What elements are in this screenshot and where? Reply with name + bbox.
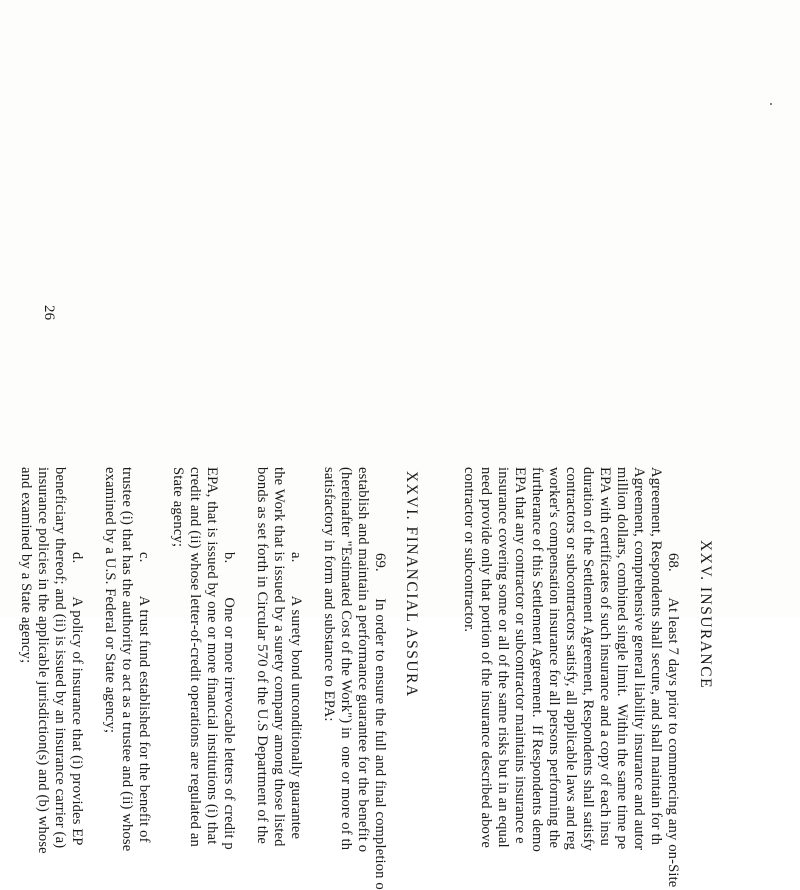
paragraph-68-line: need provide only that portion of the insurance described above (478, 467, 494, 849)
paragraph-68-line: million dollars, combined single limit. Within the same time pe (614, 467, 630, 850)
list-item-line: beneficiary thereof; and (ii) is issued by an insurance carrier (a) (52, 467, 68, 849)
paragraph-68-line: duration of the Settlement Agreement, Respondents shall satisfy (580, 467, 596, 851)
list-item-line: examined by a U.S. Federal or State agency; (102, 467, 118, 734)
list-item-line: trustee (i) that has the authority to act as a trustee and (ii) whose (119, 467, 135, 852)
list-item-line: d. A policy of insurance that (i) provides EP (69, 552, 85, 846)
list-item-line: the Work that is issued by a surety company among those listed (271, 467, 287, 847)
paragraph-68-line: Agreement, Respondents shall secure, and shall maintain for th (648, 467, 664, 846)
list-item-line: b. One or more irrevocable letters of credit p (221, 552, 237, 850)
paragraph-69-line: (hereinafter "Estimated Cost of the Work") in one or more of th (338, 467, 354, 851)
list-item-line: credit and (ii) whose letter-of-credit operations are regulated an (187, 467, 203, 847)
paragraph-68-line: EPA that any contractor or subcontractor maintains insurance e (512, 467, 528, 844)
paragraph-69-line: 69. In order to ensure the full and final completion o (372, 553, 388, 890)
list-item-line: bonds as set forth in Circular 570 of the U.S Department of the (254, 467, 270, 845)
list-item-line: insurance policies in the applicable jurisdiction(s) and (b) whose (35, 467, 51, 854)
paragraph-69-line: establish and maintain a performance guarantee for the benefit o (355, 467, 371, 853)
paragraph-68-line: EPA with certificates of such insurance and a copy of each insu (597, 467, 613, 846)
section-heading-financial-assurance: XXVI. FINANCIAL ASSURA (403, 471, 420, 698)
list-item-line: and examined by a State agency; (18, 467, 34, 664)
section-heading-insurance: XXV. INSURANCE (697, 540, 714, 690)
paragraph-68-line: insurance covering some or all of the same risks but in an equal (495, 467, 511, 848)
page-number: 26 (41, 305, 57, 321)
list-item-line: a. A surety bond unconditionally guarantee (288, 552, 304, 840)
paragraph-68-line: Agreement, comprehensive general liability insurance and autor (631, 467, 647, 851)
paragraph-68-line: worker's compensation insurance for all persons performing the (546, 467, 562, 849)
paragraph-68-line: furtherance of this Settlement Agreement. If Respondents demo (529, 467, 545, 852)
list-item-line: State agency; (170, 467, 186, 548)
paragraph-68-line: 68. At least 7 days prior to commencing any on-Site (665, 553, 681, 888)
paragraph-68-line: contractors or subcontractors satisfy, all applicable laws and reg (563, 467, 579, 850)
paragraph-69-line: satisfactory in form and substance to EPA: (321, 467, 337, 722)
paragraph-68-line: contractor or subcontractor. (461, 467, 477, 633)
scan-speck (770, 103, 772, 105)
list-item-line: EPA, that is issued by one or more financial institutions (i) that (204, 467, 220, 845)
list-item-line: c. A trust fund established for the benefit of (136, 552, 152, 843)
